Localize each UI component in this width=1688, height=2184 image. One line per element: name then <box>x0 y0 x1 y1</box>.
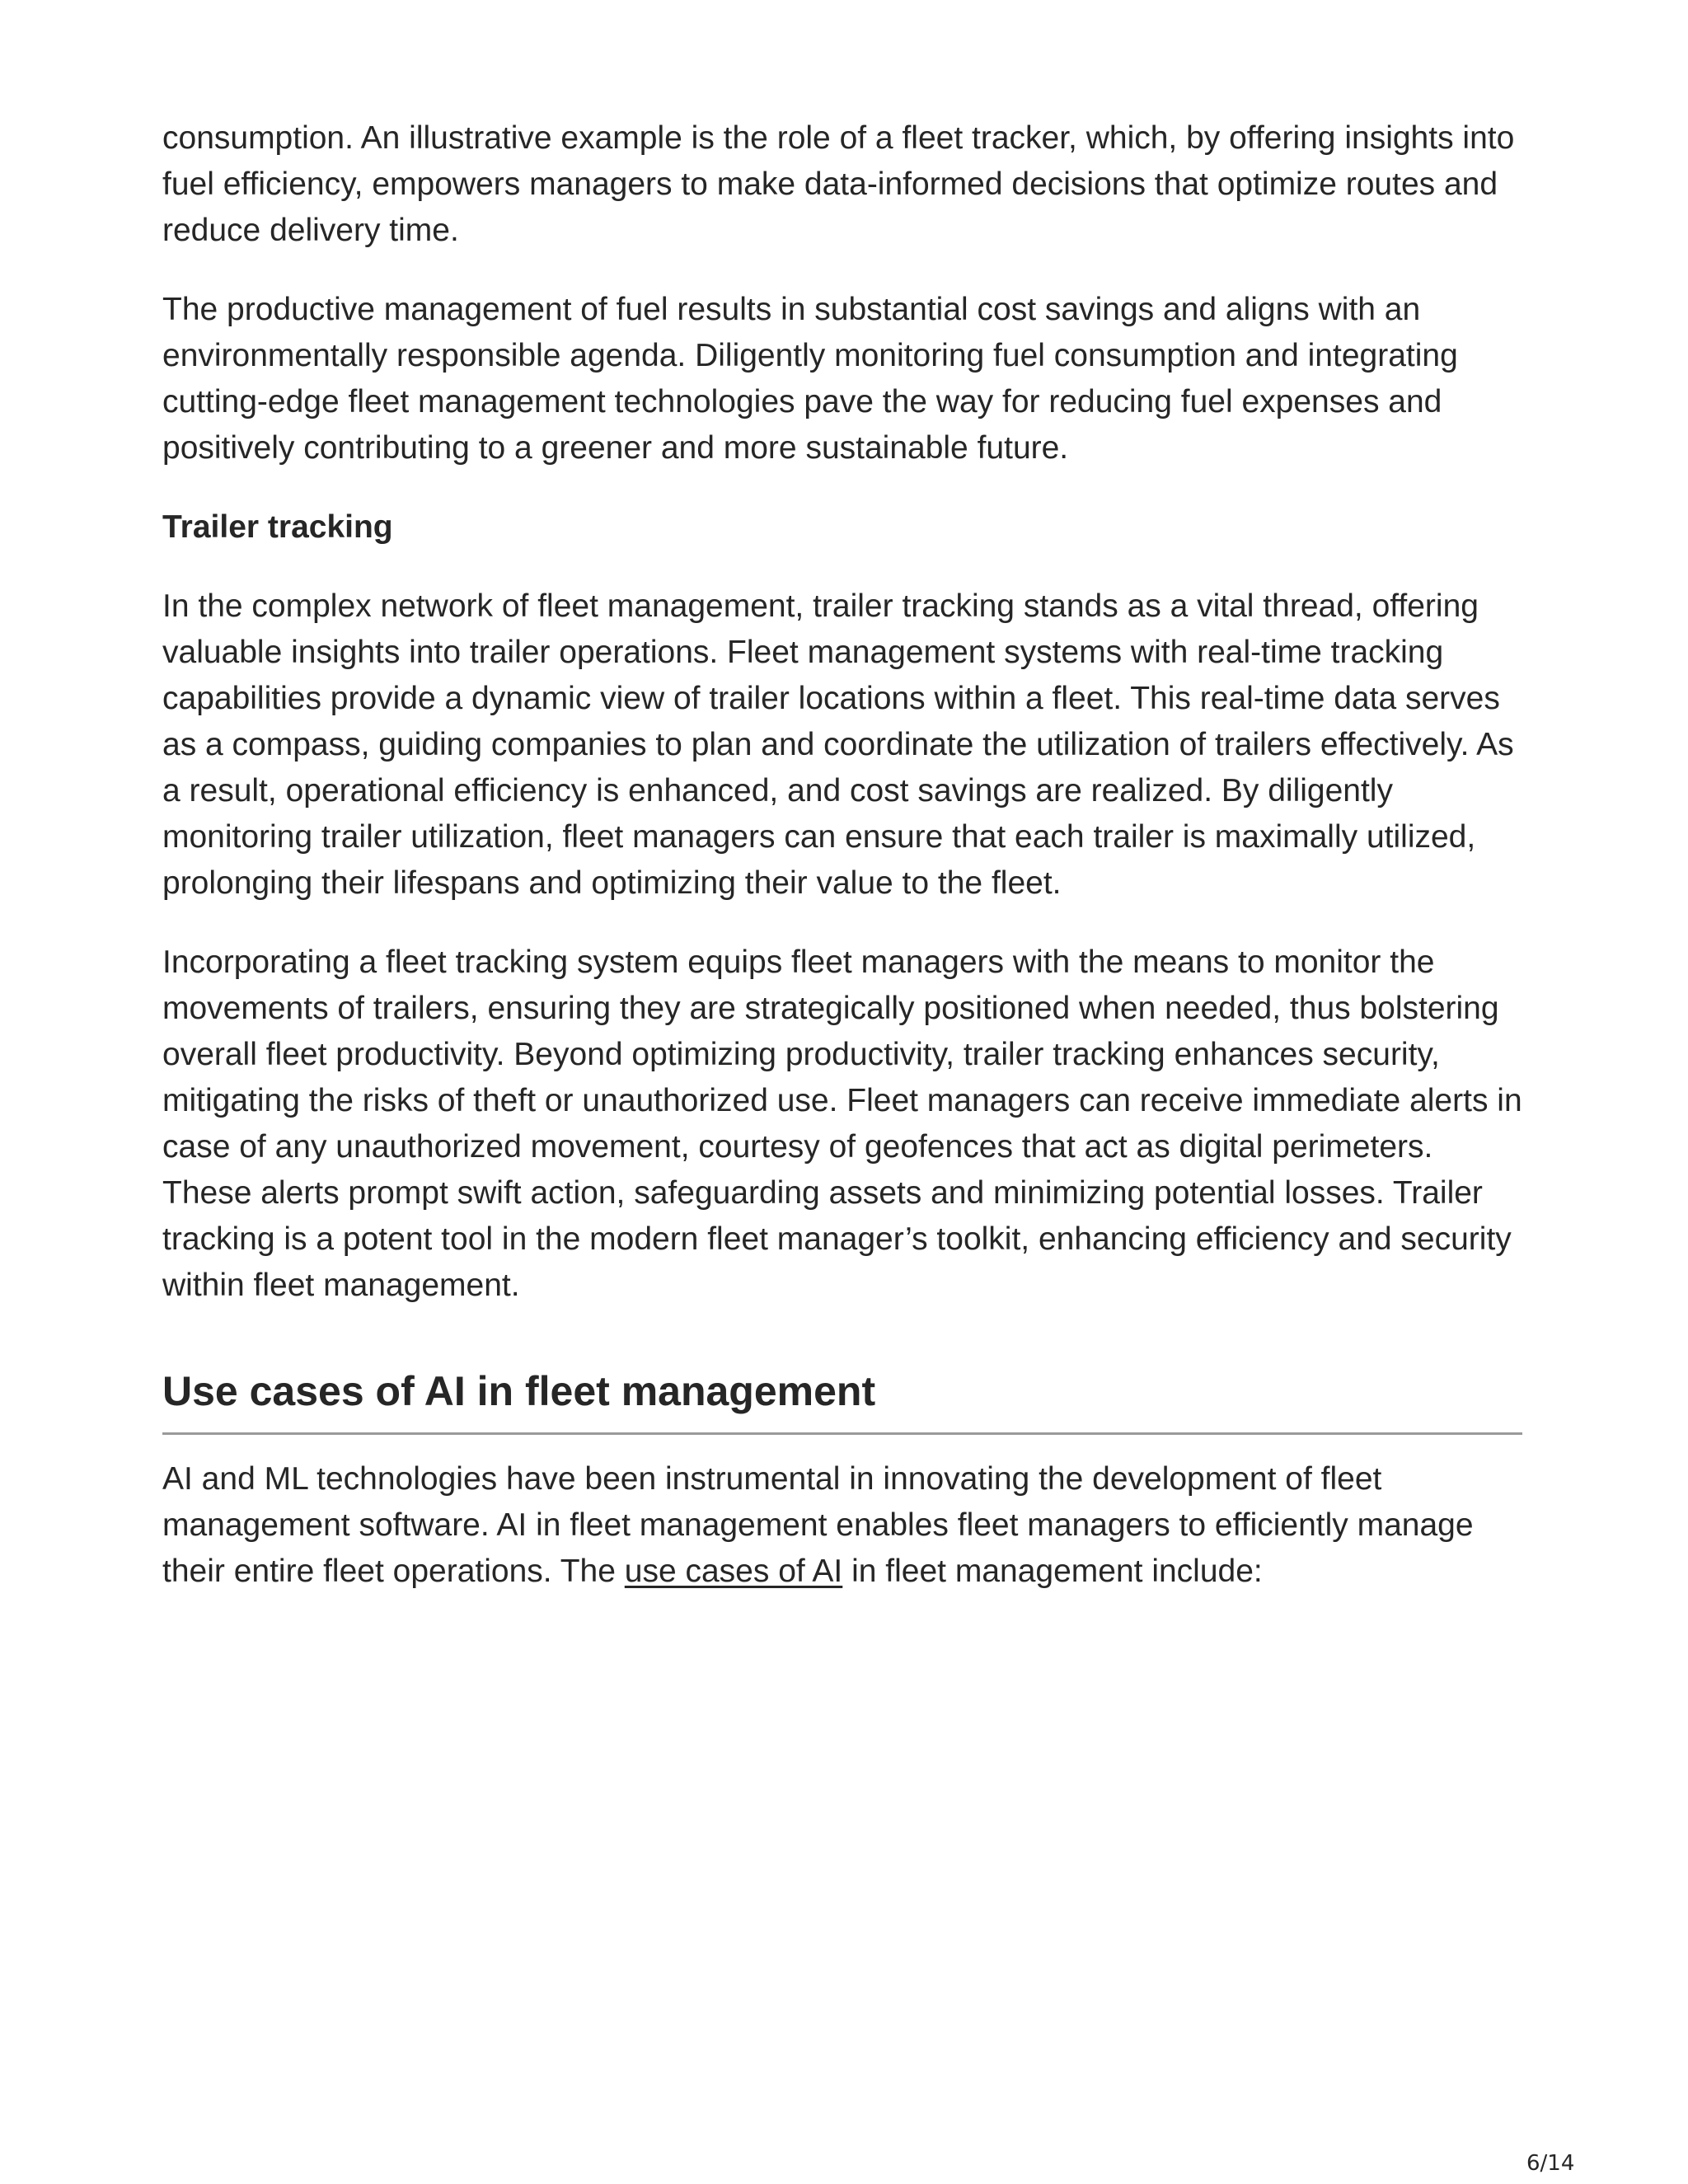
page-number: 6/14 <box>1526 2151 1575 2176</box>
section-heading-ai-use-cases: Use cases of AI in fleet management <box>162 1366 1522 1435</box>
paragraph-trailer-tracking: In the complex network of fleet management, trailer tracking stands as a vital thread, offering valuable insights into trailer operations. Fleet management systems with real-time tracking capabilities provide a dynamic view of trailer locations within a fleet. This real-time data serves as a compass, guiding companies to plan and coordinate the utilization of trailers effectively. As a result, operational efficiency is enhanced, and cost savings are realized. By diligently monitoring trailer utilization, fleet managers can ensure that each trailer is maximally utilized, prolonging their lifespans and optimizing their value to the fleet. <box>162 588 1514 901</box>
paragraph-fuel-savings: The productive management of fuel results in substantial cost savings and aligns with an environmentally responsible agenda. Diligently monitoring fuel consumption and integrating cutting-edge fleet management technologies pave the way for reducing fuel expenses and positively contributing to a greener and more sustainable future. <box>162 292 1458 466</box>
document-body <box>162 115 1522 1628</box>
paragraph-fuel-tracker: consumption. An illustrative example is the role of a fleet tracker, which, by offering insights into fuel efficiency, empowers managers to make data-informed decisions that optimize routes and reduce delivery time. <box>162 120 1515 248</box>
paragraph-trailer-security: Incorporating a fleet tracking system equips fleet managers with the means to monitor the movements of trailers, ensuring they are strategically positioned when needed, thus bolstering overall fleet productivity. Beyond optimizing productivity, trailer tracking enhances security, mitigating the risks of theft or unauthorized use. Fleet managers can receive immediate alerts in case of any unauthorized movement, courtesy of geofences that act as digital perimeters. These alerts prompt swift action, safeguarding assets and minimizing potential losses. Trailer tracking is a potent tool in the modern fleet manager’s toolkit, enhancing efficiency and security within fleet management. <box>162 944 1522 1303</box>
paragraph-ai-intro <box>162 1456 1522 1595</box>
intro-text-before-link: AI and ML technologies have been instrumental in innovating the development of fleet management software. AI in fleet management enables fleet managers to efficiently manage their entire fleet operations. The <box>162 1461 1474 1589</box>
intro-text-after-link: in fleet management include: <box>842 1554 1263 1589</box>
use-cases-of-ai-link[interactable]: use cases of AI <box>624 1554 843 1589</box>
subheading-trailer-tracking: Trailer tracking <box>162 509 393 545</box>
